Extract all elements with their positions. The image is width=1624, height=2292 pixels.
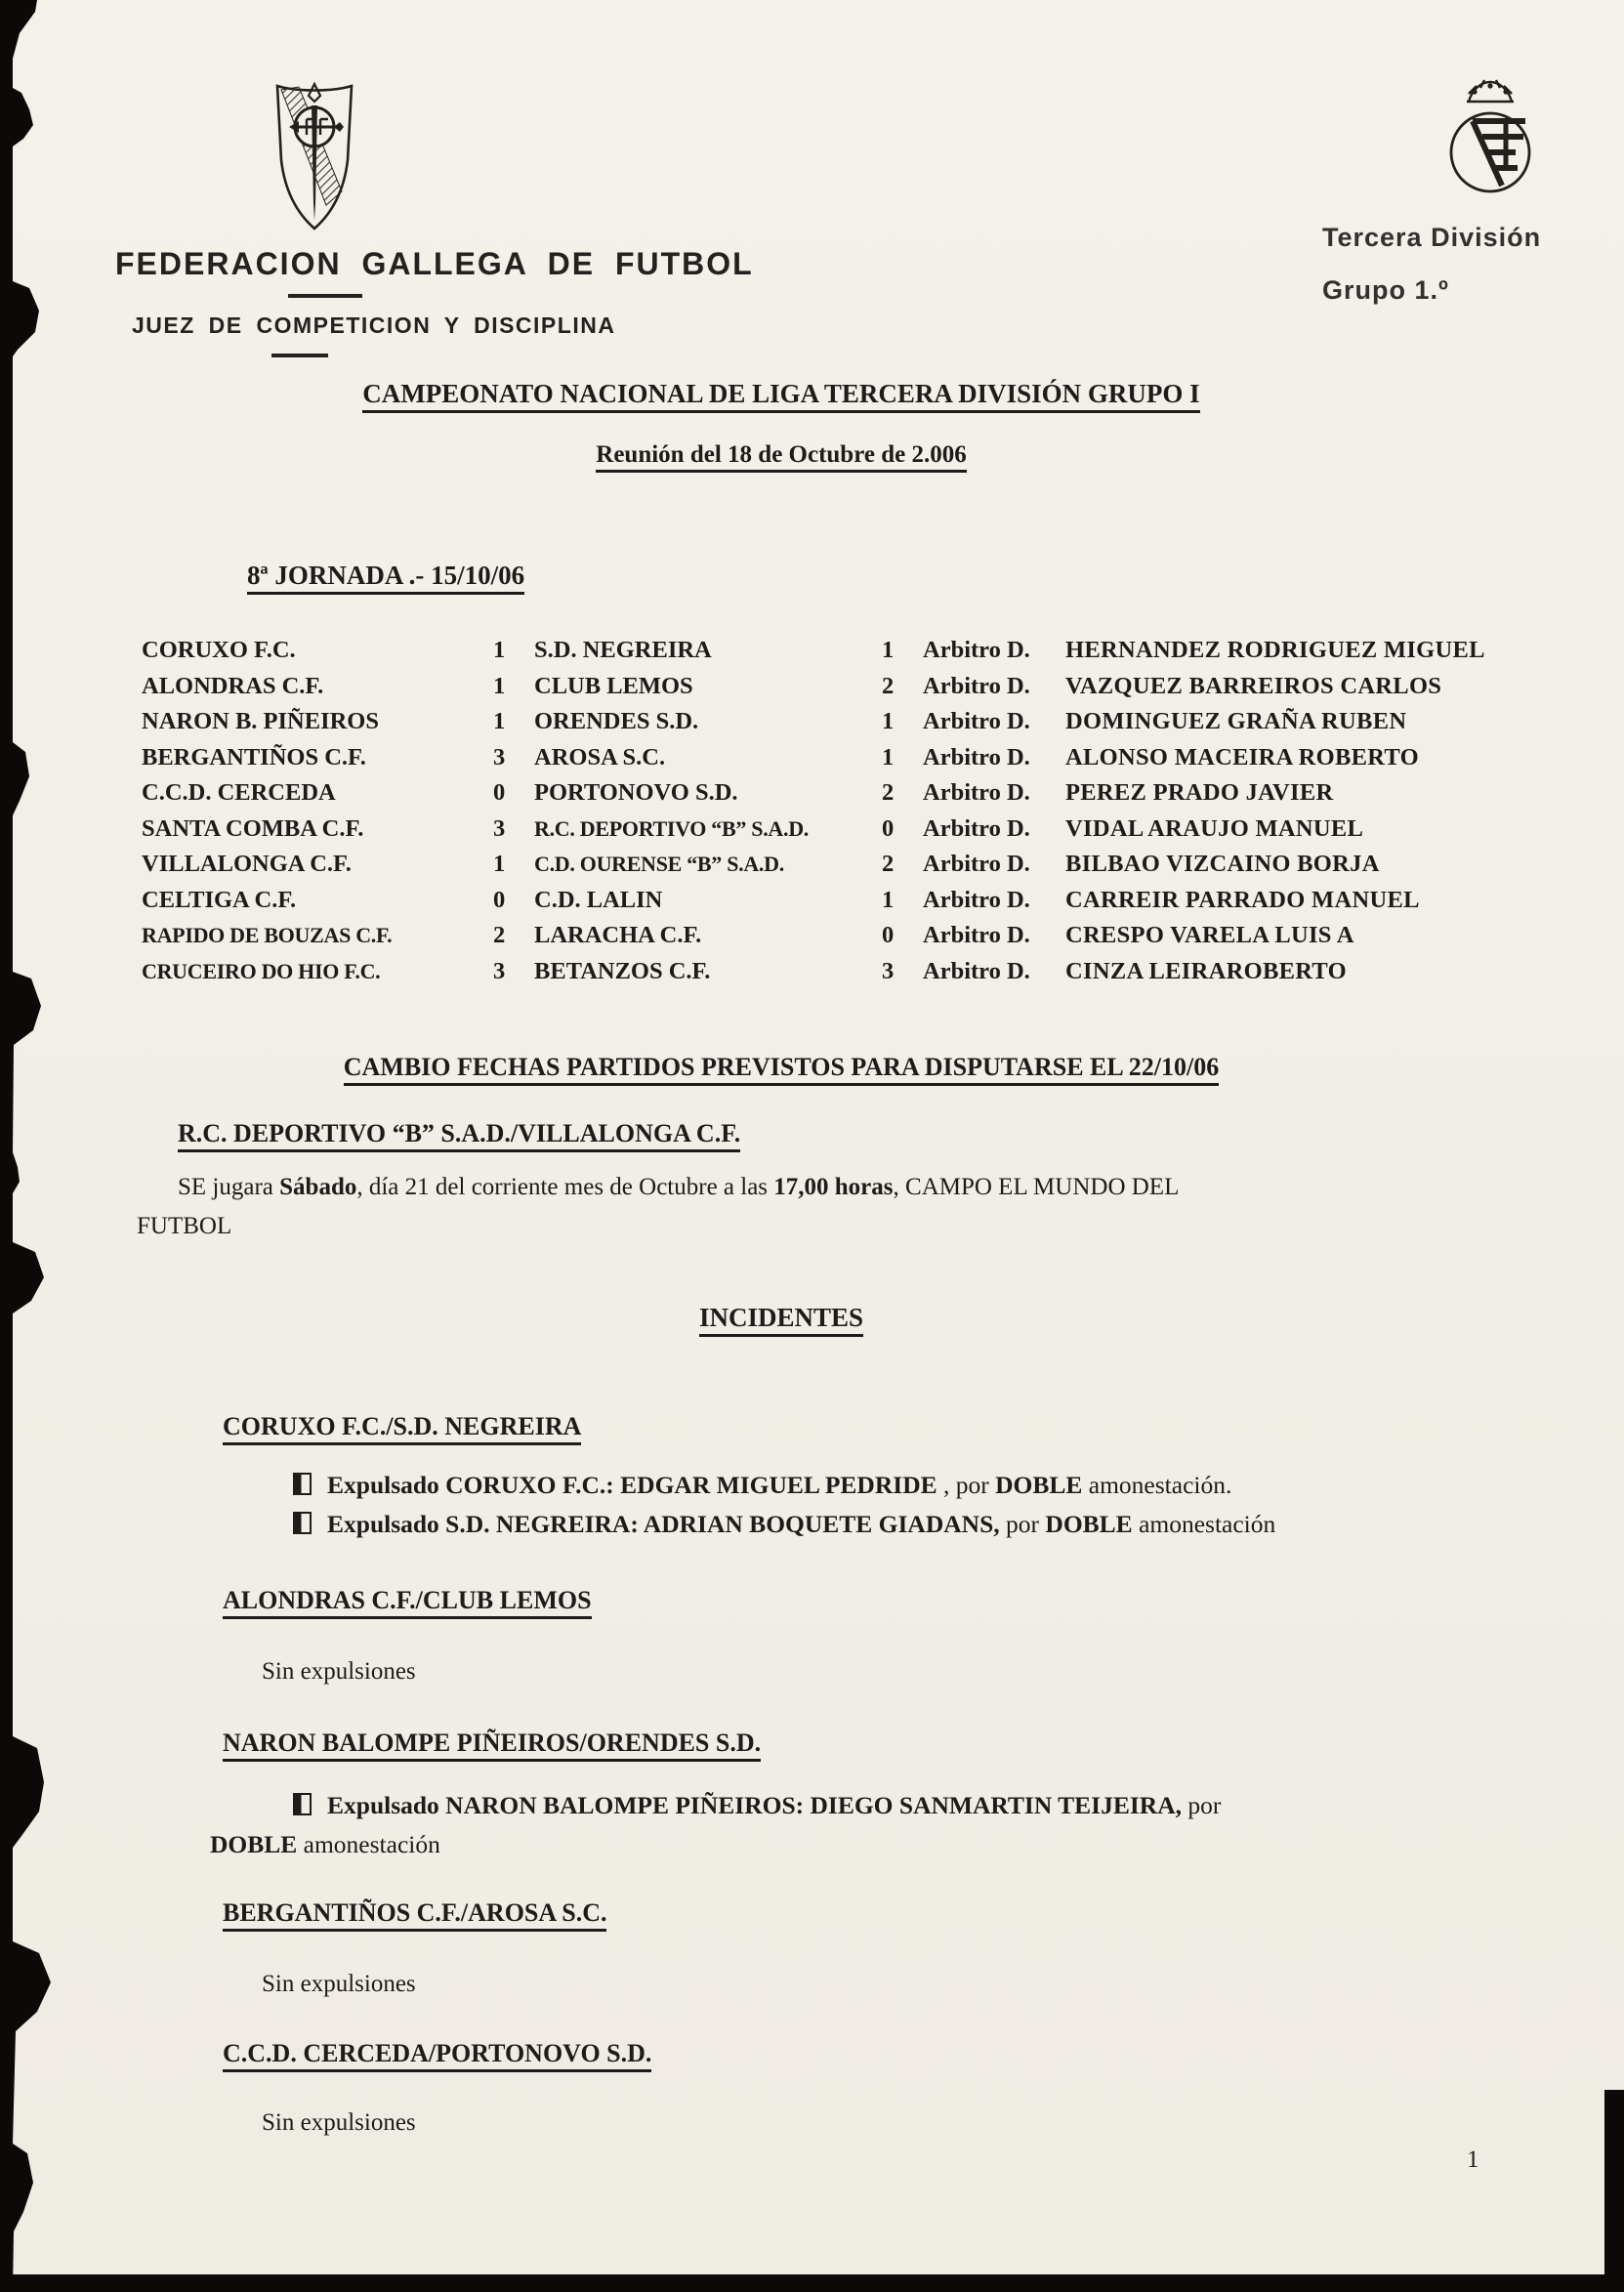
incident-match-heading: NARON BALOMPE PIÑEIROS/ORENDES S.D. [223, 1729, 761, 1762]
no-expulsions-note: Sin expulsiones [262, 1658, 416, 1685]
away-score: 0 [882, 922, 895, 948]
incident-match-heading: C.C.D. CERCEDA/PORTONOVO S.D. [223, 2039, 651, 2072]
match-row [142, 812, 1570, 848]
home-score: 0 [493, 886, 506, 913]
match-row [142, 775, 1570, 812]
match-row [142, 847, 1570, 883]
incident-match-heading: CORUXO F.C./S.D. NEGREIRA [223, 1412, 581, 1445]
org-department: JUEZ DE COMPETICION Y DISCIPLINA [132, 313, 616, 338]
home-team: CELTIGA C.F. [142, 886, 297, 913]
referee-prefix: Arbitro D. [923, 743, 1030, 771]
expulsion-item: Expulsado NARON BALOMPE PIÑEIROS: DIEGO SANMARTIN TEIJEIRA, por [293, 1791, 1221, 1820]
referee-prefix: Arbitro D. [923, 779, 1030, 806]
org-name: FEDERACION GALLEGA DE FUTBOL [115, 246, 754, 281]
checkbox-bullet-icon [293, 1473, 312, 1495]
home-team: SANTA COMBA C.F. [142, 814, 364, 842]
match-row [142, 740, 1570, 776]
match-row [142, 918, 1570, 954]
document-title: CAMPEONATO NACIONAL DE LIGA TERCERA DIVISIÓN GRUPO I [362, 379, 1199, 413]
home-team: CRUCEIRO DO HIO F.C. [142, 958, 381, 983]
away-score: 1 [882, 886, 895, 913]
away-score: 1 [882, 708, 895, 734]
checkbox-bullet-icon [293, 1512, 312, 1534]
home-score: 0 [493, 779, 506, 806]
away-score: 2 [882, 851, 895, 877]
referee-prefix: Arbitro D. [923, 886, 1030, 913]
away-score: 3 [882, 957, 895, 984]
referee-prefix: Arbitro D. [923, 957, 1030, 984]
away-team: CLUB LEMOS [534, 672, 693, 699]
match-row [142, 633, 1570, 669]
referee-name: CINZA LEIRAROBERTO [1065, 957, 1347, 984]
away-team: LARACHA C.F. [534, 922, 702, 948]
referee-prefix: Arbitro D. [923, 672, 1030, 699]
away-score: 0 [882, 814, 895, 842]
meeting-date-subtitle: Reunión del 18 de Octubre de 2.006 [596, 441, 966, 473]
home-team: C.C.D. CERCEDA [142, 779, 336, 806]
incident-match-heading: ALONDRAS C.F./CLUB LEMOS [223, 1586, 592, 1619]
match-results-table [142, 633, 1570, 989]
scan-edge-left-artifact [0, 0, 59, 2292]
away-team: C.D. LALIN [534, 886, 663, 913]
away-team: ORENDES S.D. [534, 708, 699, 734]
referee-name: PEREZ PRADO JAVIER [1065, 779, 1334, 806]
referee-name: ALONSO MACEIRA ROBERTO [1065, 743, 1419, 771]
away-score: 2 [882, 779, 895, 806]
referee-name: CRESPO VARELA LUIS A [1065, 922, 1354, 948]
referee-name: VAZQUEZ BARREIROS CARLOS [1065, 672, 1442, 699]
rescheduled-match-heading: R.C. DEPORTIVO “B” S.A.D./VILLALONGA C.F. [178, 1119, 740, 1152]
cambio-fechas-heading: CAMBIO FECHAS PARTIDOS PREVISTOS PARA DISPUTARSE EL 22/10/06 [344, 1053, 1219, 1086]
referee-name: CARREIR PARRADO MANUEL [1065, 886, 1420, 913]
referee-prefix: Arbitro D. [923, 922, 1030, 948]
away-team: R.C. DEPORTIVO “B” S.A.D. [534, 815, 809, 841]
home-score: 3 [493, 814, 506, 842]
away-team: PORTONOVO S.D. [534, 779, 738, 806]
referee-prefix: Arbitro D. [923, 708, 1030, 734]
away-team: BETANZOS C.F. [534, 957, 711, 984]
match-row [142, 954, 1570, 990]
away-team: C.D. OURENSE “B” S.A.D. [534, 852, 784, 876]
referee-prefix: Arbitro D. [923, 637, 1030, 663]
expulsion-item: Expulsado CORUXO F.C.: EDGAR MIGUEL PEDRIDE , por DOBLE amonestación. [293, 1471, 1231, 1500]
home-score: 1 [493, 637, 506, 663]
group-label: Grupo 1.º [1322, 275, 1449, 305]
referee-name: DOMINGUEZ GRAÑA RUBEN [1065, 708, 1407, 734]
referee-prefix: Arbitro D. [923, 851, 1030, 877]
referee-name: HERNANDEZ RODRIGUEZ MIGUEL [1065, 637, 1485, 663]
away-score: 1 [882, 743, 895, 771]
checkbox-bullet-icon [293, 1793, 312, 1815]
division-label: Tercera División [1322, 223, 1542, 252]
home-score: 1 [493, 851, 506, 877]
reschedule-paragraph: SE jugara Sábado, día 21 del corriente mes de Octubre a las 17,00 horas, CAMPO EL MUNDO DEL FUTBOL [137, 1174, 1180, 1239]
home-team: NARON B. PIÑEIROS [142, 708, 379, 734]
away-team: AROSA S.C. [534, 743, 666, 771]
home-score: 2 [493, 922, 506, 948]
referee-name: VIDAL ARAUJO MANUEL [1065, 814, 1364, 842]
referee-name: BILBAO VIZCAINO BORJA [1065, 851, 1380, 877]
scan-edge-right-artifact [1604, 2090, 1624, 2292]
page-number: 1 [1467, 2146, 1479, 2173]
home-score: 1 [493, 672, 506, 699]
org-dept-rule [271, 354, 328, 357]
org-name-rule [288, 294, 362, 298]
match-row [142, 669, 1570, 705]
match-row [142, 704, 1570, 740]
referee-prefix: Arbitro D. [923, 814, 1030, 842]
incidentes-heading: INCIDENTES [699, 1303, 863, 1337]
home-team: BERGANTIÑOS C.F. [142, 743, 366, 771]
no-expulsions-note: Sin expulsiones [262, 2109, 416, 2136]
incident-match-heading: BERGANTIÑOS C.F./AROSA S.C. [223, 1898, 606, 1932]
away-score: 1 [882, 637, 895, 663]
away-score: 2 [882, 672, 895, 699]
away-team: S.D. NEGREIRA [534, 637, 712, 663]
home-score: 1 [493, 708, 506, 734]
home-team: VILLALONGA C.F. [142, 851, 352, 877]
scan-edge-bottom-artifact [0, 2274, 1624, 2292]
match-row [142, 883, 1570, 919]
rfef-crown-crest-icon [1439, 68, 1541, 205]
fgf-shield-icon [266, 76, 363, 236]
home-team: RAPIDO DE BOUZAS C.F. [142, 923, 393, 947]
no-expulsions-note: Sin expulsiones [262, 1971, 416, 1997]
home-team: CORUXO F.C. [142, 637, 296, 663]
expulsion-item: Expulsado S.D. NEGREIRA: ADRIAN BOQUETE GIADANS, por DOBLE amonestación [293, 1510, 1275, 1539]
home-score: 3 [493, 743, 506, 771]
home-team: ALONDRAS C.F. [142, 672, 324, 699]
home-score: 3 [493, 957, 506, 984]
jornada-heading: 8ª JORNADA .- 15/10/06 [247, 561, 524, 595]
expulsion-item-continuation: DOBLE amonestación [210, 1830, 440, 1858]
